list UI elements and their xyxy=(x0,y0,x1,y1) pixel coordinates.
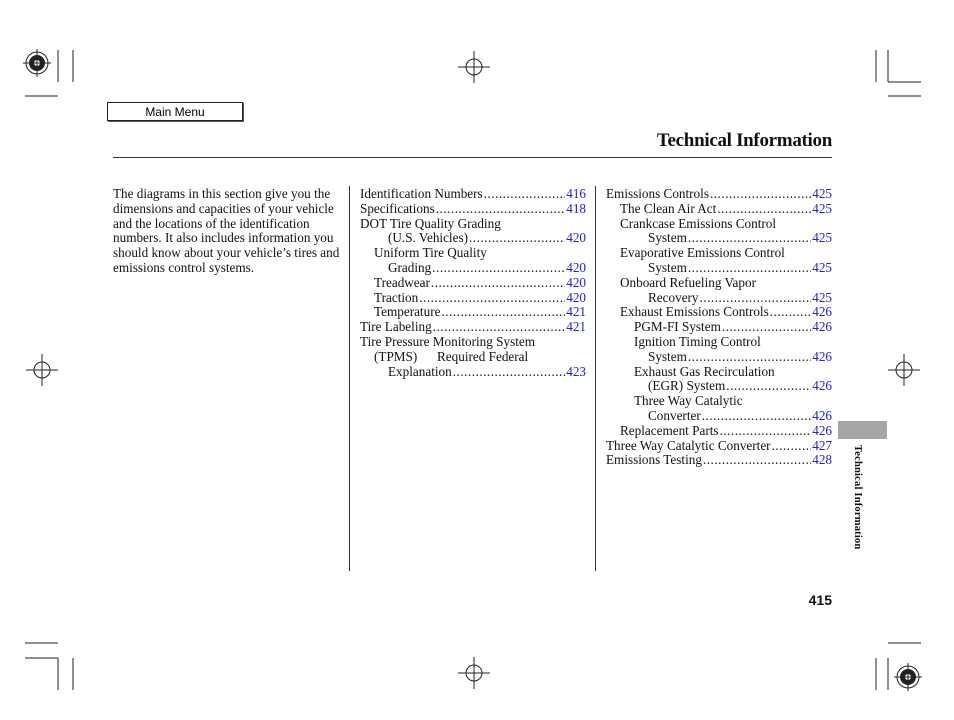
dot-leader xyxy=(431,276,565,291)
toc-entry-title: Ignition Timing Control xyxy=(634,333,761,349)
toc-entry[interactable] xyxy=(606,379,832,394)
toc-entry-title: Replacement Parts xyxy=(620,422,719,438)
toc-entry-title: Converter xyxy=(648,407,701,423)
section-tab xyxy=(838,421,887,439)
toc-entry-title: Treadwear xyxy=(374,274,430,290)
toc-entry-title: Emissions Controls xyxy=(606,186,709,201)
dot-leader xyxy=(484,187,566,202)
toc-entry[interactable] xyxy=(606,202,832,217)
dot-leader xyxy=(433,320,566,335)
dot-leader xyxy=(710,187,811,202)
toc-entry-title: Specifications xyxy=(360,200,435,216)
toc-entry-title: Emissions Testing xyxy=(606,452,702,468)
toc-page-link[interactable]: 427 xyxy=(812,437,832,453)
toc-entry-title: (U.S. Vehicles) xyxy=(388,230,468,246)
toc-entry[interactable] xyxy=(606,231,832,246)
toc-entry-title: DOT Tire Quality Grading xyxy=(360,215,501,231)
toc-page-link[interactable]: 428 xyxy=(812,452,832,468)
toc-entry-title: Crankcase Emissions Control xyxy=(620,215,777,231)
toc-entry xyxy=(360,217,586,232)
starburst-mark-top-left xyxy=(23,49,51,77)
toc-entry-title: Evaporative Emissions Control xyxy=(620,245,785,261)
toc-page-link[interactable]: 421 xyxy=(566,319,586,335)
toc-entry-title: Exhaust Emissions Controls xyxy=(620,304,769,320)
toc-page-link[interactable]: 426 xyxy=(812,378,832,394)
dot-leader xyxy=(688,231,811,246)
main-menu-button[interactable]: Main Menu xyxy=(107,102,243,121)
toc-entry xyxy=(360,350,586,365)
toc-entry xyxy=(606,246,832,261)
dot-leader xyxy=(441,305,565,320)
dot-leader xyxy=(453,365,565,380)
column-divider-left xyxy=(349,186,350,571)
toc-entry[interactable] xyxy=(360,305,586,320)
toc-entry xyxy=(360,246,586,261)
toc-entry-title: Grading xyxy=(388,259,432,275)
dot-leader xyxy=(770,305,811,320)
toc-entry-title: Traction xyxy=(374,289,419,305)
dot-leader xyxy=(688,261,811,276)
toc-page-link[interactable]: 423 xyxy=(566,363,586,379)
starburst-mark-bottom-right xyxy=(894,663,922,691)
toc-entry-title: System xyxy=(648,230,687,246)
registration-target-top xyxy=(458,51,490,83)
toc-entry[interactable] xyxy=(606,439,832,454)
toc-entry xyxy=(606,217,832,232)
toc-page-link[interactable]: 426 xyxy=(812,304,832,320)
toc-entry-title: Temperature xyxy=(374,304,441,320)
page-number: 415 xyxy=(808,592,832,608)
toc-entry[interactable] xyxy=(360,365,586,380)
toc-entry-title: System xyxy=(648,259,687,275)
toc-page-link[interactable]: 425 xyxy=(812,200,832,216)
toc-page-link[interactable]: 420 xyxy=(566,230,586,246)
toc-page-link[interactable]: 426 xyxy=(812,422,832,438)
toc-entry[interactable] xyxy=(360,276,586,291)
toc-entry[interactable] xyxy=(606,305,832,320)
toc-page-link[interactable]: 420 xyxy=(566,289,586,305)
toc-entry xyxy=(360,335,586,350)
dot-leader xyxy=(720,424,812,439)
toc-entry[interactable] xyxy=(360,261,586,276)
dot-leader xyxy=(419,291,565,306)
intro-paragraph: The diagrams in this section give you the dimensions and capacities of your vehicle and the locations of the identification numbers. It also includes information you should know about your vehicle’s tires and emissions control systems. xyxy=(113,186,340,275)
toc-entry[interactable] xyxy=(360,291,586,306)
toc-page-link[interactable]: 426 xyxy=(812,319,832,335)
dot-leader xyxy=(432,261,565,276)
toc-entry[interactable] xyxy=(606,291,832,306)
toc-entry-title: Three Way Catalytic Converter xyxy=(606,437,771,453)
dot-leader xyxy=(722,320,811,335)
toc-entry-title: Onboard Refueling Vapor xyxy=(620,274,756,290)
dot-leader xyxy=(703,453,811,468)
toc-entry-title: Recovery xyxy=(648,289,699,305)
dot-leader xyxy=(700,291,812,306)
toc-entry-title: Tire Pressure Monitoring System xyxy=(360,333,535,349)
toc-entry-title: Tire Labeling xyxy=(360,319,432,335)
toc-page-link[interactable]: 418 xyxy=(566,200,586,216)
toc-page-link[interactable]: 425 xyxy=(812,259,832,275)
toc-entry-title: Exhaust Gas Recirculation xyxy=(634,363,775,379)
toc-entry[interactable] xyxy=(606,409,832,424)
toc-entry[interactable] xyxy=(360,202,586,217)
toc-entry[interactable] xyxy=(606,320,832,335)
dot-leader xyxy=(688,350,811,365)
dot-leader xyxy=(726,379,811,394)
dot-leader xyxy=(772,439,812,454)
toc-entry[interactable] xyxy=(606,453,832,468)
toc-page-link[interactable]: 425 xyxy=(812,230,832,246)
toc-page-link[interactable]: 425 xyxy=(812,186,832,201)
toc-column-emissions xyxy=(606,187,832,468)
toc-entry[interactable] xyxy=(606,350,832,365)
registration-target-left xyxy=(26,354,58,386)
toc-entry[interactable] xyxy=(360,320,586,335)
toc-entry-title: (TPMS) Required Federal xyxy=(374,348,529,364)
toc-entry-title: PGM-FI System xyxy=(634,319,721,335)
title-divider xyxy=(113,157,832,158)
toc-entry-title: Explanation xyxy=(388,363,452,379)
toc-page-link[interactable]: 416 xyxy=(566,186,586,201)
toc-entry[interactable] xyxy=(360,187,586,202)
toc-entry-title: Uniform Tire Quality xyxy=(374,245,487,261)
toc-entry-title: Identification Numbers xyxy=(360,186,483,201)
toc-entry-title: System xyxy=(648,348,687,364)
registration-target-right xyxy=(888,354,920,386)
toc-column-identification xyxy=(360,187,586,379)
toc-entry[interactable] xyxy=(606,261,832,276)
section-side-label: Technical Information xyxy=(852,445,863,550)
toc-entry xyxy=(606,365,832,380)
registration-target-bottom xyxy=(458,657,490,689)
toc-page-link[interactable]: 421 xyxy=(566,304,586,320)
toc-entry-title: Three Way Catalytic xyxy=(634,393,743,409)
dot-leader xyxy=(702,409,811,424)
page-title: Technical Information xyxy=(656,130,832,151)
toc-page-link[interactable]: 420 xyxy=(566,259,586,275)
dot-leader xyxy=(469,231,565,246)
toc-entry-title: (EGR) System xyxy=(648,378,726,394)
toc-entry[interactable] xyxy=(606,424,832,439)
toc-page-link[interactable]: 420 xyxy=(566,274,586,290)
toc-page-link[interactable]: 425 xyxy=(812,289,832,305)
toc-page-link[interactable]: 426 xyxy=(812,407,832,423)
dot-leader xyxy=(436,202,566,217)
toc-entry-title: The Clean Air Act xyxy=(620,200,717,216)
dot-leader xyxy=(717,202,811,217)
toc-entry xyxy=(606,394,832,409)
toc-entry[interactable] xyxy=(606,187,832,202)
toc-entry xyxy=(606,335,832,350)
toc-entry xyxy=(606,276,832,291)
toc-page-link[interactable]: 426 xyxy=(812,348,832,364)
column-divider-right xyxy=(595,186,596,571)
toc-entry[interactable] xyxy=(360,231,586,246)
